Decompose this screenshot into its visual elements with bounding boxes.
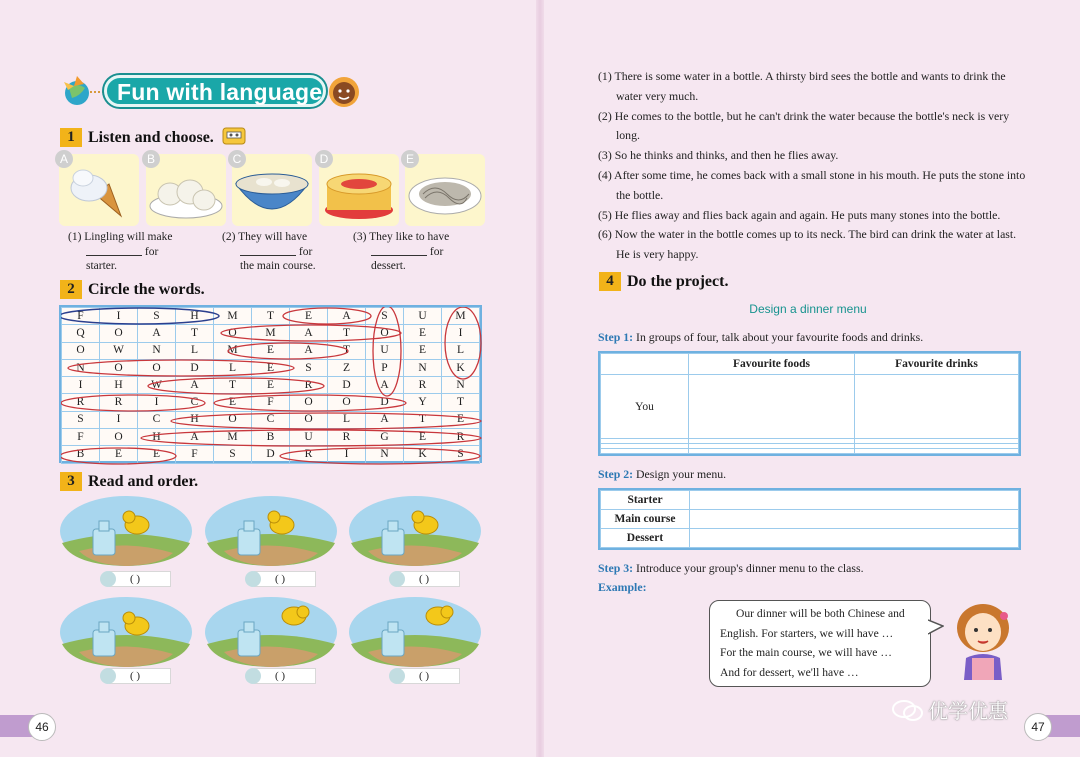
grid-cell[interactable]: C <box>252 411 290 428</box>
grid-cell[interactable]: N <box>138 342 176 359</box>
fav-drink-cell[interactable] <box>855 375 1019 439</box>
story-paragraph: (1) There is some water in a bottle. A thirsty bird sees the bottle and wants to drink the water very much. <box>598 69 1006 103</box>
grid-cell[interactable]: T <box>442 394 480 411</box>
section2-title: Circle the words. <box>88 281 205 298</box>
girl-illustration <box>952 600 1014 680</box>
step-1-label: Step 1: <box>598 330 634 344</box>
section2-heading <box>60 280 205 299</box>
cake-icon <box>319 154 399 226</box>
section3-title: Read and order. <box>88 473 199 490</box>
grid-cell[interactable]: M <box>214 342 252 359</box>
word-search-grid[interactable] <box>59 305 482 463</box>
grid-cell[interactable]: S <box>366 308 404 325</box>
grid-cell[interactable]: C <box>176 394 214 411</box>
wechat-icon <box>892 699 924 721</box>
grid-cell[interactable]: L <box>176 342 214 359</box>
grid-cell[interactable]: W <box>138 377 176 394</box>
option-a-image <box>59 154 139 226</box>
menu-row-main-course: Main course <box>601 510 690 529</box>
egg-icon <box>245 668 261 684</box>
grid-cell[interactable]: E <box>138 446 176 463</box>
egg-icon <box>100 668 116 684</box>
grid-cell[interactable]: S <box>138 308 176 325</box>
grid-cell[interactable]: O <box>138 359 176 376</box>
grid-cell[interactable]: E <box>404 342 442 359</box>
option-letter: A <box>55 150 73 168</box>
step-1-text: In groups of four, talk about your favourite foods and drinks. <box>636 330 924 344</box>
bubble-line: For the main course, we will have … <box>720 646 892 659</box>
grid-cell[interactable]: A <box>290 325 328 342</box>
section3-heading <box>60 472 198 491</box>
grid-cell[interactable]: A <box>366 377 404 394</box>
grid-cell[interactable]: S <box>214 446 252 463</box>
grid-cell[interactable]: F <box>176 446 214 463</box>
speech-bubble <box>709 600 931 687</box>
grid-cell[interactable]: C <box>138 411 176 428</box>
grid-cell[interactable]: S <box>442 446 480 463</box>
bubble-line: And for dessert, we'll have … <box>720 665 859 679</box>
grid-cell[interactable]: T <box>404 411 442 428</box>
grid-cell[interactable]: F <box>252 394 290 411</box>
menu-row-starter: Starter <box>601 491 690 510</box>
step-2-label: Step 2: <box>598 467 634 481</box>
option-letter: D <box>315 150 333 168</box>
answer-blank[interactable] <box>371 246 427 256</box>
section-banner <box>60 72 360 110</box>
for-text: for <box>144 245 159 258</box>
grid-cell[interactable]: R <box>100 394 138 411</box>
option-e-image <box>405 154 485 226</box>
globe-bird-icon <box>60 74 94 108</box>
section4-heading <box>599 272 728 291</box>
grid-cell[interactable]: A <box>290 342 328 359</box>
page-spine <box>536 0 544 757</box>
fav-food-cell[interactable] <box>689 449 855 454</box>
story-paragraph: (6) Now the water in the bottle comes up to its neck. The bird can drink the water at last. He is very happy. <box>598 227 1017 262</box>
noodles-icon <box>405 154 485 226</box>
step-2-text: Design your menu. <box>636 467 727 481</box>
question-2 <box>222 230 316 274</box>
story-paragraph: (5) He flies away and flies back again and again. He puts many stones into the bottle. <box>598 207 1001 222</box>
grid-cell[interactable]: A <box>328 308 366 325</box>
soup-bowl-icon <box>232 154 312 226</box>
grid-cell[interactable]: L <box>442 342 480 359</box>
grid-cell[interactable]: R <box>328 429 366 446</box>
grid-cell[interactable]: B <box>62 446 100 463</box>
grid-cell[interactable]: Q <box>62 325 100 342</box>
grid-cell[interactable]: E <box>252 359 290 376</box>
grid-cell[interactable]: O <box>366 325 404 342</box>
bubble-tail <box>928 618 944 638</box>
grid-cell[interactable]: E <box>252 377 290 394</box>
example-heading <box>598 580 647 595</box>
option-d-image <box>319 154 399 226</box>
crow-bottle-scene <box>59 596 193 668</box>
grid-cell[interactable]: E <box>100 446 138 463</box>
grid-cell[interactable]: T <box>328 342 366 359</box>
grid-cell[interactable]: N <box>62 359 100 376</box>
grid-cell[interactable]: T <box>328 325 366 342</box>
grid-cell[interactable]: K <box>442 359 480 376</box>
grid-cell[interactable]: H <box>176 308 214 325</box>
grid-cell[interactable]: K <box>404 446 442 463</box>
story-paragraph: (2) He comes to the bottle, but he can't drink the water because the bottle's neck is very long. <box>598 108 1010 143</box>
favourites-table <box>598 351 1021 456</box>
grid-cell[interactable]: I <box>442 325 480 342</box>
grid-cell[interactable]: O <box>214 411 252 428</box>
egg-icon <box>389 571 405 587</box>
question-2-end: the main course. <box>240 260 316 272</box>
story-picture <box>59 596 193 668</box>
crow-bottle-scene <box>204 495 338 567</box>
banner-pill <box>104 75 326 107</box>
crow-bottle-scene <box>348 596 482 668</box>
grid-cell[interactable]: L <box>214 359 252 376</box>
grid-cell[interactable]: I <box>328 446 366 463</box>
step-3-label: Step 3: <box>598 561 634 575</box>
grid-cell[interactable]: R <box>290 446 328 463</box>
order-answer-box[interactable] <box>398 571 460 587</box>
grid-cell[interactable]: I <box>100 411 138 428</box>
grid-cell[interactable]: I <box>138 394 176 411</box>
egg-icon <box>245 571 261 587</box>
fav-header-blank <box>601 354 689 375</box>
ice-cream-icon <box>59 154 139 226</box>
order-answer-text: ( ) <box>275 573 286 585</box>
grid-cell[interactable]: U <box>404 308 442 325</box>
grid-cell[interactable]: H <box>138 429 176 446</box>
grid-cell[interactable]: O <box>290 411 328 428</box>
section1-number: 1 <box>60 128 82 147</box>
story-paragraph: (4) After some time, he comes back with a small stone in his mouth. He puts the stone into the bottle. <box>598 167 1026 202</box>
grid-cell[interactable]: U <box>290 429 328 446</box>
section4-number: 4 <box>599 272 621 291</box>
grid-cell[interactable]: G <box>366 429 404 446</box>
grid-cell[interactable]: A <box>176 377 214 394</box>
grid-cell[interactable]: R <box>62 394 100 411</box>
story-picture <box>204 596 338 668</box>
grid-cell[interactable]: D <box>328 377 366 394</box>
grid-cell[interactable]: M <box>252 325 290 342</box>
grid-cell[interactable]: M <box>214 308 252 325</box>
order-answer-box[interactable] <box>254 668 316 684</box>
option-letter: E <box>401 150 419 168</box>
question-3 <box>353 230 449 274</box>
fav-row-label: You <box>601 375 689 439</box>
grid-cell[interactable]: T <box>214 377 252 394</box>
question-1 <box>68 230 172 274</box>
question-3-text: (3) They like to have <box>353 231 450 243</box>
page-number-right: 47 <box>1024 713 1052 741</box>
question-3-end: dessert. <box>371 260 406 272</box>
story-text <box>598 67 1026 265</box>
egg-icon <box>100 571 116 587</box>
grid-cell[interactable]: R <box>290 377 328 394</box>
grid-cell[interactable]: H <box>176 411 214 428</box>
crow-bottle-scene <box>59 495 193 567</box>
grid-cell[interactable]: D <box>366 394 404 411</box>
fav-header-foods: Favourite foods <box>689 354 855 375</box>
grid-cell[interactable]: P <box>366 359 404 376</box>
boy-face-icon <box>326 73 362 109</box>
grid-cell[interactable]: B <box>252 429 290 446</box>
order-answer-text: ( ) <box>130 573 141 585</box>
grid-cell[interactable]: T <box>252 308 290 325</box>
grid-cell[interactable]: O <box>290 394 328 411</box>
grid-cell[interactable]: N <box>404 359 442 376</box>
step-3 <box>598 561 864 576</box>
grid-cell[interactable]: E <box>214 394 252 411</box>
grid-cell[interactable]: I <box>62 377 100 394</box>
question-1-text: (1) Lingling will make <box>68 231 173 243</box>
grid-cell[interactable]: T <box>176 325 214 342</box>
grid-cell[interactable]: A <box>366 411 404 428</box>
grid-cell[interactable]: H <box>100 377 138 394</box>
watermark-text: 优学优惠 <box>928 699 1008 723</box>
grid-cell[interactable]: O <box>328 394 366 411</box>
grid-cell[interactable]: U <box>366 342 404 359</box>
project-subtitle: Design a dinner menu <box>749 302 867 316</box>
bubble-line: English. For starters, we will have … <box>720 626 894 640</box>
order-answer-box[interactable] <box>254 571 316 587</box>
fav-header-drinks: Favourite drinks <box>855 354 1019 375</box>
grid-cell[interactable]: E <box>290 308 328 325</box>
section4-title: Do the project. <box>627 273 729 290</box>
section2-number: 2 <box>60 280 82 299</box>
section1-title: Listen and choose. <box>88 129 214 146</box>
answer-blank[interactable] <box>86 246 142 256</box>
section1-heading <box>60 127 246 147</box>
grid-cell[interactable]: R <box>442 429 480 446</box>
grid-cell[interactable]: O <box>62 342 100 359</box>
story-picture <box>348 596 482 668</box>
watermark <box>892 695 1008 724</box>
grid-cell[interactable]: E <box>404 429 442 446</box>
grid-cell[interactable]: Z <box>328 359 366 376</box>
menu-cell[interactable] <box>690 529 1019 548</box>
bubble-line: Our dinner will be both Chinese and <box>736 607 905 620</box>
step-2 <box>598 467 726 482</box>
grid-cell[interactable]: L <box>328 411 366 428</box>
grid-cell[interactable]: O <box>100 429 138 446</box>
example-label: Example: <box>598 580 647 594</box>
order-answer-text: ( ) <box>419 573 430 585</box>
order-answer-box[interactable] <box>109 668 171 684</box>
order-answer-text: ( ) <box>130 670 141 682</box>
option-letter: B <box>142 150 160 168</box>
menu-row-dessert: Dessert <box>601 529 690 548</box>
crow-bottle-scene <box>204 596 338 668</box>
step-1 <box>598 330 923 345</box>
grid-cell[interactable]: R <box>404 377 442 394</box>
order-answer-box[interactable] <box>398 668 460 684</box>
grid-cell[interactable]: I <box>100 308 138 325</box>
page-title: Fun with language <box>117 79 323 105</box>
grid-cell[interactable]: E <box>404 325 442 342</box>
grid-cell[interactable]: S <box>290 359 328 376</box>
story-picture <box>348 495 482 567</box>
order-answer-text: ( ) <box>275 670 286 682</box>
story-picture <box>204 495 338 567</box>
grid-cell[interactable]: A <box>176 429 214 446</box>
option-letter: C <box>228 150 246 168</box>
grid-cell[interactable]: E <box>442 411 480 428</box>
fav-food-cell[interactable] <box>689 375 855 439</box>
menu-cell[interactable] <box>690 510 1019 529</box>
order-answer-text: ( ) <box>419 670 430 682</box>
grid-cell[interactable]: D <box>252 446 290 463</box>
order-answer-box[interactable] <box>109 571 171 587</box>
option-c-image <box>232 154 312 226</box>
grid-cell[interactable]: F <box>62 429 100 446</box>
grid-cell[interactable]: Y <box>404 394 442 411</box>
story-picture <box>59 495 193 567</box>
question-1-end: starter. <box>86 260 117 272</box>
grid-cell[interactable]: E <box>252 342 290 359</box>
grid-cell[interactable]: M <box>214 429 252 446</box>
menu-table <box>598 488 1021 550</box>
section3-number: 3 <box>60 472 82 491</box>
grid-cell[interactable]: O <box>100 359 138 376</box>
grid-cell[interactable]: A <box>138 325 176 342</box>
grid-cell[interactable]: O <box>100 325 138 342</box>
fav-row-label <box>601 449 689 454</box>
grid-cell[interactable]: W <box>100 342 138 359</box>
dumplings-icon <box>146 154 226 226</box>
grid-cell[interactable]: M <box>442 308 480 325</box>
grid-cell[interactable]: N <box>366 446 404 463</box>
page-number-left: 46 <box>28 713 56 741</box>
grid-cell[interactable]: D <box>176 359 214 376</box>
story-paragraph: (3) So he thinks and thinks, and then he flies away. <box>598 148 839 163</box>
crow-bottle-scene <box>348 495 482 567</box>
grid-cell[interactable]: S <box>62 411 100 428</box>
egg-icon <box>389 668 405 684</box>
grid-cell[interactable]: O <box>214 325 252 342</box>
for-text: for <box>429 245 444 258</box>
menu-cell[interactable] <box>690 491 1019 510</box>
option-b-image <box>146 154 226 226</box>
answer-blank[interactable] <box>240 246 296 256</box>
grid-cell[interactable]: F <box>62 308 100 325</box>
question-2-text: (2) They will have <box>222 231 308 243</box>
for-text: for <box>298 245 313 258</box>
grid-cell[interactable]: N <box>442 377 480 394</box>
step-3-text: Introduce your group's dinner menu to the class. <box>636 561 864 575</box>
fav-drink-cell[interactable] <box>855 449 1019 454</box>
cassette-icon <box>222 127 246 145</box>
